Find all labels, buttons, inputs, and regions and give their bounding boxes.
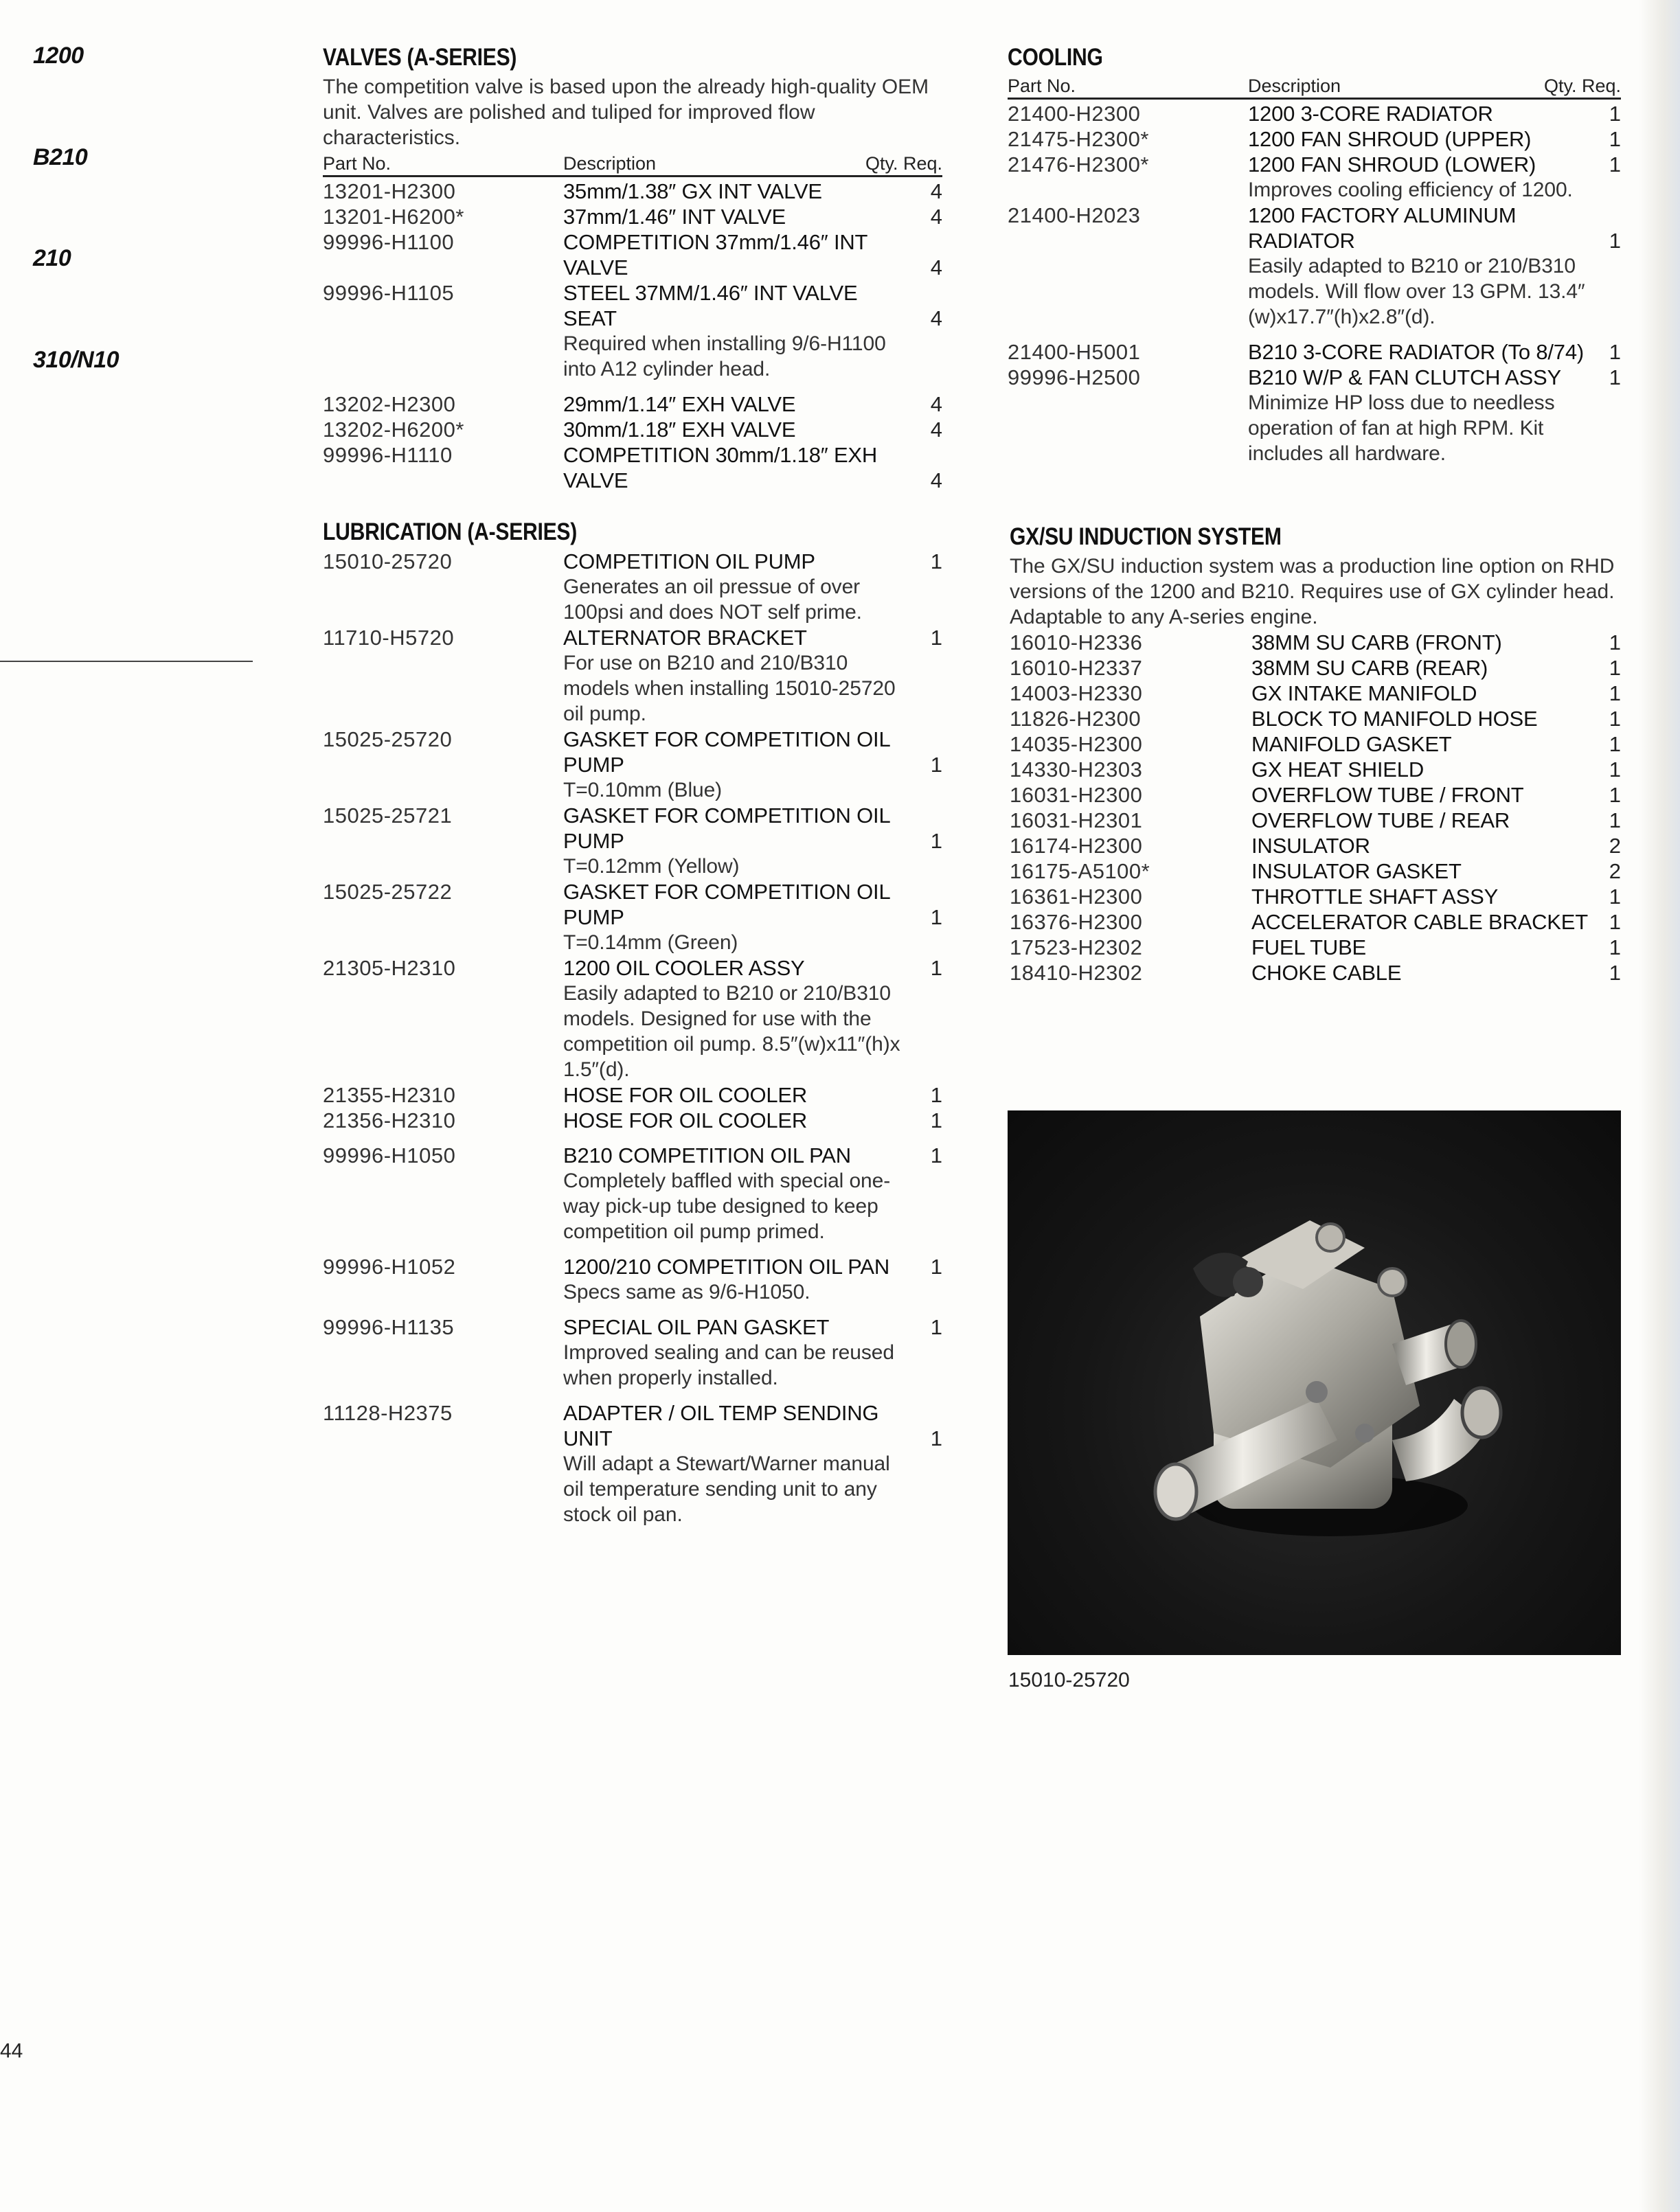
- list-item: [1010, 706, 1621, 731]
- part-number: 13201-H2300: [323, 179, 456, 203]
- item-body: [1248, 339, 1621, 365]
- list-item: [323, 1314, 942, 1391]
- part-description: INSULATOR GASKET: [1251, 859, 1462, 883]
- list-item: [323, 727, 942, 803]
- part-description: ALTERNATOR BRACKET: [563, 626, 807, 650]
- part-description: CHOKE CABLE: [1251, 961, 1402, 985]
- item-body: [563, 625, 942, 727]
- list-item: [1008, 101, 1621, 126]
- part-note: Improved sealing and can be reused when properly installed.: [563, 1341, 894, 1389]
- quantity-required: 4: [930, 468, 942, 492]
- quantity-required: 1: [1609, 656, 1621, 680]
- part-note: Will adapt a Stewart/Warner manual oil temperature sending unit to any stock oil pan.: [563, 1452, 890, 1526]
- part-description: OVERFLOW TUBE / REAR: [1251, 808, 1510, 832]
- quantity-required: 4: [930, 205, 942, 229]
- item-body: [1251, 808, 1621, 833]
- quantity-required: 1: [1609, 152, 1621, 176]
- part-number: 16174-H2300: [1010, 834, 1143, 858]
- page-number: 44: [0, 2040, 23, 2062]
- item-body: [1248, 101, 1621, 126]
- list-item: [323, 391, 942, 417]
- item-body: [1251, 681, 1621, 706]
- part-number: 11128-H2375: [323, 1401, 453, 1425]
- section-title: COOLING: [1008, 44, 1103, 71]
- part-description: HOSE FOR OIL COOLER: [563, 1108, 808, 1132]
- item-body: [563, 280, 942, 382]
- list-item: [1010, 833, 1621, 858]
- list-item: [1008, 203, 1621, 330]
- list-item: [323, 879, 942, 955]
- quantity-required: 1: [1609, 229, 1621, 253]
- quantity-required: 1: [930, 626, 942, 650]
- oil-pump-photo: [1008, 1110, 1621, 1655]
- part-description: 30mm/1.18″ EXH VALVE: [563, 418, 796, 442]
- part-description: 1200 FAN SHROUD (UPPER): [1248, 127, 1532, 151]
- qty-header: Qty. Req.: [1543, 76, 1621, 96]
- part-description: 29mm/1.14″ EXH VALVE: [563, 392, 796, 416]
- list-item: [1008, 365, 1621, 466]
- part-number: 99996-H1100: [323, 230, 455, 254]
- list-item: [323, 1400, 942, 1527]
- part-description: STEEL 37MM/1.46″ INT VALVE SEAT: [563, 281, 858, 330]
- list-item: [1010, 630, 1621, 655]
- list-item: [323, 1254, 942, 1305]
- quantity-required: 1: [930, 1426, 942, 1450]
- quantity-required: 2: [1609, 834, 1621, 858]
- list-item: [323, 1082, 942, 1108]
- item-body: [563, 1254, 942, 1305]
- item-body: [1251, 884, 1621, 909]
- item-body: [563, 803, 942, 879]
- induction-list: [1010, 630, 1621, 985]
- list-item: [323, 1143, 942, 1244]
- part-description: 38MM SU CARB (FRONT): [1251, 630, 1502, 654]
- list-item: [1008, 152, 1621, 203]
- part-description: BLOCK TO MANIFOLD HOSE: [1251, 707, 1538, 731]
- part-note: Specs same as 9/6-H1050.: [563, 1281, 810, 1303]
- item-body: [563, 442, 942, 493]
- part-description: 37mm/1.46″ INT VALVE: [563, 205, 786, 229]
- part-number: 14035-H2300: [1010, 732, 1143, 756]
- part-description: 1200 3-CORE RADIATOR: [1248, 102, 1493, 126]
- item-body: [563, 1108, 942, 1133]
- list-item: [323, 204, 942, 229]
- part-note: T=0.12mm (Yellow): [563, 855, 740, 878]
- list-item: [323, 955, 942, 1082]
- part-number: 99996-H1052: [323, 1255, 456, 1279]
- list-item: [1010, 935, 1621, 960]
- part-description: HOSE FOR OIL COOLER: [563, 1083, 808, 1107]
- part-number: 99996-H1135: [323, 1315, 455, 1339]
- page-edge-shade: [1639, 0, 1680, 2212]
- part-no-header: Part No.: [1008, 76, 1076, 96]
- part-description: 1200 FAN SHROUD (LOWER): [1248, 152, 1536, 176]
- part-note: Required when installing 9/6-H1100 into A12 cylinder head.: [563, 332, 886, 380]
- item-body: [563, 391, 942, 417]
- list-item: [1008, 339, 1621, 365]
- part-description: MANIFOLD GASKET: [1251, 732, 1452, 756]
- part-note: Improves cooling efficiency of 1200.: [1248, 179, 1573, 201]
- description-header: Description: [563, 153, 657, 174]
- quantity-required: 1: [1609, 757, 1621, 782]
- part-number: 99996-H1110: [323, 443, 453, 467]
- part-number: 21355-H2310: [323, 1083, 456, 1107]
- model-label-b210: B210: [33, 144, 88, 170]
- part-description: SPECIAL OIL PAN GASKET: [563, 1315, 830, 1339]
- item-body: [563, 179, 942, 204]
- quantity-required: 1: [1609, 681, 1621, 705]
- part-description: GX HEAT SHIELD: [1251, 757, 1424, 782]
- part-number: 11710-H5720: [323, 626, 455, 650]
- quantity-required: 1: [1609, 808, 1621, 832]
- part-number: 15025-25721: [323, 803, 453, 828]
- part-number: 16010-H2337: [1010, 656, 1143, 680]
- item-body: [563, 417, 942, 442]
- part-note: For use on B210 and 210/B310 models when installing 15010-25720 oil pump.: [563, 652, 896, 725]
- item-body: [563, 1314, 942, 1391]
- photo-caption: 15010-25720: [1008, 1669, 1130, 1691]
- part-note: Easily adapted to B210 or 210/B310 models. Designed for use with the competition oil pump. 8.5″(w)x11″(h)x 1.5″(d).: [563, 982, 900, 1081]
- quantity-required: 1: [930, 753, 942, 777]
- section-title: GX/SU INDUCTION SYSTEM: [1010, 523, 1282, 550]
- quantity-required: 1: [930, 549, 942, 573]
- part-number: 15025-25722: [323, 880, 453, 904]
- item-body: [563, 727, 942, 803]
- part-number: 15025-25720: [323, 727, 453, 751]
- list-item: [1010, 782, 1621, 808]
- part-description: 1200 FACTORY ALUMINUM RADIATOR: [1248, 203, 1517, 253]
- quantity-required: 1: [1609, 732, 1621, 756]
- part-number: 16376-H2300: [1010, 910, 1143, 934]
- item-body: [1251, 960, 1621, 985]
- part-description: 1200 OIL COOLER ASSY: [563, 956, 805, 980]
- side-divider: [0, 661, 253, 662]
- part-number: 11826-H2300: [1010, 707, 1142, 731]
- item-body: [1251, 757, 1621, 782]
- part-note: Generates an oil pressue of over 100psi and does NOT self prime.: [563, 575, 862, 624]
- part-description: COMPETITION 37mm/1.46″ INT VALVE: [563, 230, 867, 280]
- part-description: B210 3-CORE RADIATOR (To 8/74): [1248, 340, 1585, 364]
- list-item: [1010, 884, 1621, 909]
- item-body: [1248, 126, 1621, 152]
- part-number: 14003-H2330: [1010, 681, 1143, 705]
- part-description: 1200/210 COMPETITION OIL PAN: [563, 1255, 890, 1279]
- item-body: [563, 1082, 942, 1108]
- quantity-required: 4: [930, 255, 942, 280]
- part-description: COMPETITION 30mm/1.18″ EXH VALVE: [563, 443, 878, 492]
- part-description: FUEL TUBE: [1251, 935, 1367, 959]
- item-body: [1251, 858, 1621, 884]
- list-item: [323, 179, 942, 204]
- part-number: 99996-H2500: [1008, 365, 1141, 389]
- part-description: GASKET FOR COMPETITION OIL PUMP: [563, 880, 890, 929]
- part-number: 14330-H2303: [1010, 757, 1143, 782]
- part-description: B210 COMPETITION OIL PAN: [563, 1143, 851, 1167]
- quantity-required: 1: [930, 1143, 942, 1167]
- quantity-required: 1: [1609, 783, 1621, 807]
- part-number: 21356-H2310: [323, 1108, 456, 1132]
- part-description: GASKET FOR COMPETITION OIL PUMP: [563, 727, 890, 777]
- quantity-required: 1: [930, 1255, 942, 1279]
- valves-section: [323, 44, 942, 493]
- table-header: [1008, 74, 1621, 100]
- model-label-310-n10: 310/N10: [33, 347, 120, 373]
- quantity-required: 1: [1609, 910, 1621, 934]
- list-item: [323, 229, 942, 280]
- part-number: 16010-H2336: [1010, 630, 1143, 654]
- oil-pump-illustration: [1008, 1110, 1621, 1655]
- quantity-required: 1: [930, 956, 942, 980]
- part-note: Minimize HP loss due to needless operation of fan at high RPM. Kit includes all hardware.: [1248, 391, 1555, 465]
- table-header: [323, 152, 942, 177]
- list-item: [1010, 757, 1621, 782]
- list-item: [323, 625, 942, 727]
- list-item: [323, 442, 942, 493]
- list-item: [323, 549, 942, 625]
- list-item: [1010, 681, 1621, 706]
- part-number: 16361-H2300: [1010, 885, 1143, 909]
- lubrication-section: [323, 518, 942, 1527]
- description-header: Description: [1248, 76, 1341, 96]
- part-number: 21305-H2310: [323, 956, 456, 980]
- qty-header: Qty. Req.: [865, 153, 942, 174]
- part-note: Easily adapted to B210 or 210/B310 models. Will flow over 13 GPM. 13.4″(w)x17.7″(h)x2.8″(d).: [1248, 255, 1585, 328]
- quantity-required: 1: [930, 1315, 942, 1339]
- quantity-required: 1: [1609, 961, 1621, 985]
- item-body: [1248, 365, 1621, 466]
- item-body: [1251, 731, 1621, 757]
- part-description: COMPETITION OIL PUMP: [563, 549, 815, 573]
- part-description: ADAPTER / OIL TEMP SENDING UNIT: [563, 1401, 879, 1450]
- section-intro: The competition valve is based upon the already high-quality OEM unit. Valves are polished and tuliped for improved flow characteristics.: [323, 76, 929, 149]
- list-item: [323, 803, 942, 879]
- part-number: 13202-H6200*: [323, 418, 464, 442]
- cooling-list: [1008, 101, 1621, 466]
- part-description: GX INTAKE MANIFOLD: [1251, 681, 1477, 705]
- quantity-required: 1: [930, 1108, 942, 1132]
- quantity-required: 1: [1609, 935, 1621, 959]
- item-body: [563, 879, 942, 955]
- part-number: 99996-H1050: [323, 1143, 456, 1167]
- model-label-1200: 1200: [33, 43, 84, 69]
- item-body: [1251, 630, 1621, 655]
- item-body: [1248, 203, 1621, 330]
- quantity-required: 2: [1609, 859, 1621, 883]
- quantity-required: 1: [1609, 885, 1621, 909]
- part-no-header: Part No.: [323, 153, 391, 174]
- quantity-required: 4: [930, 392, 942, 416]
- list-item: [1010, 909, 1621, 935]
- part-note: T=0.14mm (Green): [563, 931, 738, 954]
- part-description: B210 W/P & FAN CLUTCH ASSY: [1248, 365, 1561, 389]
- item-body: [563, 1143, 942, 1244]
- quantity-required: 1: [1609, 340, 1621, 364]
- part-note: Completely baffled with special one-way pick-up tube designed to keep competition oil pump primed.: [563, 1170, 891, 1243]
- item-body: [563, 204, 942, 229]
- part-number: 16031-H2300: [1010, 783, 1143, 807]
- part-number: 18410-H2302: [1010, 961, 1143, 985]
- part-description: 35mm/1.38″ GX INT VALVE: [563, 179, 822, 203]
- list-item: [1010, 731, 1621, 757]
- item-body: [1251, 706, 1621, 731]
- part-number: 17523-H2302: [1010, 935, 1143, 959]
- item-body: [563, 229, 942, 280]
- list-item: [1008, 126, 1621, 152]
- section-title: VALVES (A-SERIES): [323, 44, 517, 71]
- list-item: [1010, 858, 1621, 884]
- quantity-required: 1: [930, 829, 942, 853]
- quantity-required: 1: [1609, 630, 1621, 654]
- quantity-required: 1: [1609, 707, 1621, 731]
- item-body: [1251, 833, 1621, 858]
- item-body: [563, 1400, 942, 1527]
- part-description: OVERFLOW TUBE / FRONT: [1251, 783, 1524, 807]
- item-body: [1251, 655, 1621, 681]
- list-item: [323, 280, 942, 382]
- cooling-section: [1008, 44, 1621, 466]
- part-number: 21400-H5001: [1008, 340, 1141, 364]
- part-number: 16175-A5100*: [1010, 859, 1150, 883]
- section-title: LUBRICATION (A-SERIES): [323, 518, 578, 545]
- part-number: 21400-H2023: [1008, 203, 1141, 227]
- item-body: [1251, 909, 1621, 935]
- lubrication-list: [323, 549, 942, 1527]
- part-number: 99996-H1105: [323, 281, 455, 305]
- part-number: 16031-H2301: [1010, 808, 1143, 832]
- part-number: 21476-H2300*: [1008, 152, 1149, 176]
- induction-section: [1010, 523, 1621, 985]
- part-number: 13202-H2300: [323, 392, 456, 416]
- section-intro: The GX/SU induction system was a production line option on RHD versions of the 1200 and B210. Requires use of GX cylinder head. Adaptable to any A-series engine.: [1010, 555, 1615, 628]
- item-body: [1251, 935, 1621, 960]
- part-description: 38MM SU CARB (REAR): [1251, 656, 1488, 680]
- list-item: [323, 1108, 942, 1133]
- part-number: 15010-25720: [323, 549, 453, 573]
- list-item: [1010, 960, 1621, 985]
- part-description: GASKET FOR COMPETITION OIL PUMP: [563, 803, 890, 853]
- quantity-required: 1: [1609, 127, 1621, 151]
- quantity-required: 4: [930, 179, 942, 203]
- item-body: [563, 955, 942, 1082]
- list-item: [323, 417, 942, 442]
- part-number: 21475-H2300*: [1008, 127, 1149, 151]
- part-number: 13201-H6200*: [323, 205, 464, 229]
- list-item: [1010, 655, 1621, 681]
- item-body: [1248, 152, 1621, 203]
- list-item: [1010, 808, 1621, 833]
- model-label-210: 210: [33, 245, 71, 271]
- quantity-required: 1: [1609, 102, 1621, 126]
- part-number: 21400-H2300: [1008, 102, 1141, 126]
- part-description: INSULATOR: [1251, 834, 1370, 858]
- quantity-required: 4: [930, 418, 942, 442]
- part-description: ACCELERATOR CABLE BRACKET: [1251, 910, 1588, 934]
- quantity-required: 1: [930, 1083, 942, 1107]
- quantity-required: 1: [1609, 365, 1621, 389]
- quantity-required: 1: [930, 905, 942, 929]
- part-note: T=0.10mm (Blue): [563, 779, 723, 801]
- item-body: [563, 549, 942, 625]
- item-body: [1251, 782, 1621, 808]
- valves-list: [323, 179, 942, 493]
- part-description: THROTTLE SHAFT ASSY: [1251, 885, 1499, 909]
- quantity-required: 4: [930, 306, 942, 330]
